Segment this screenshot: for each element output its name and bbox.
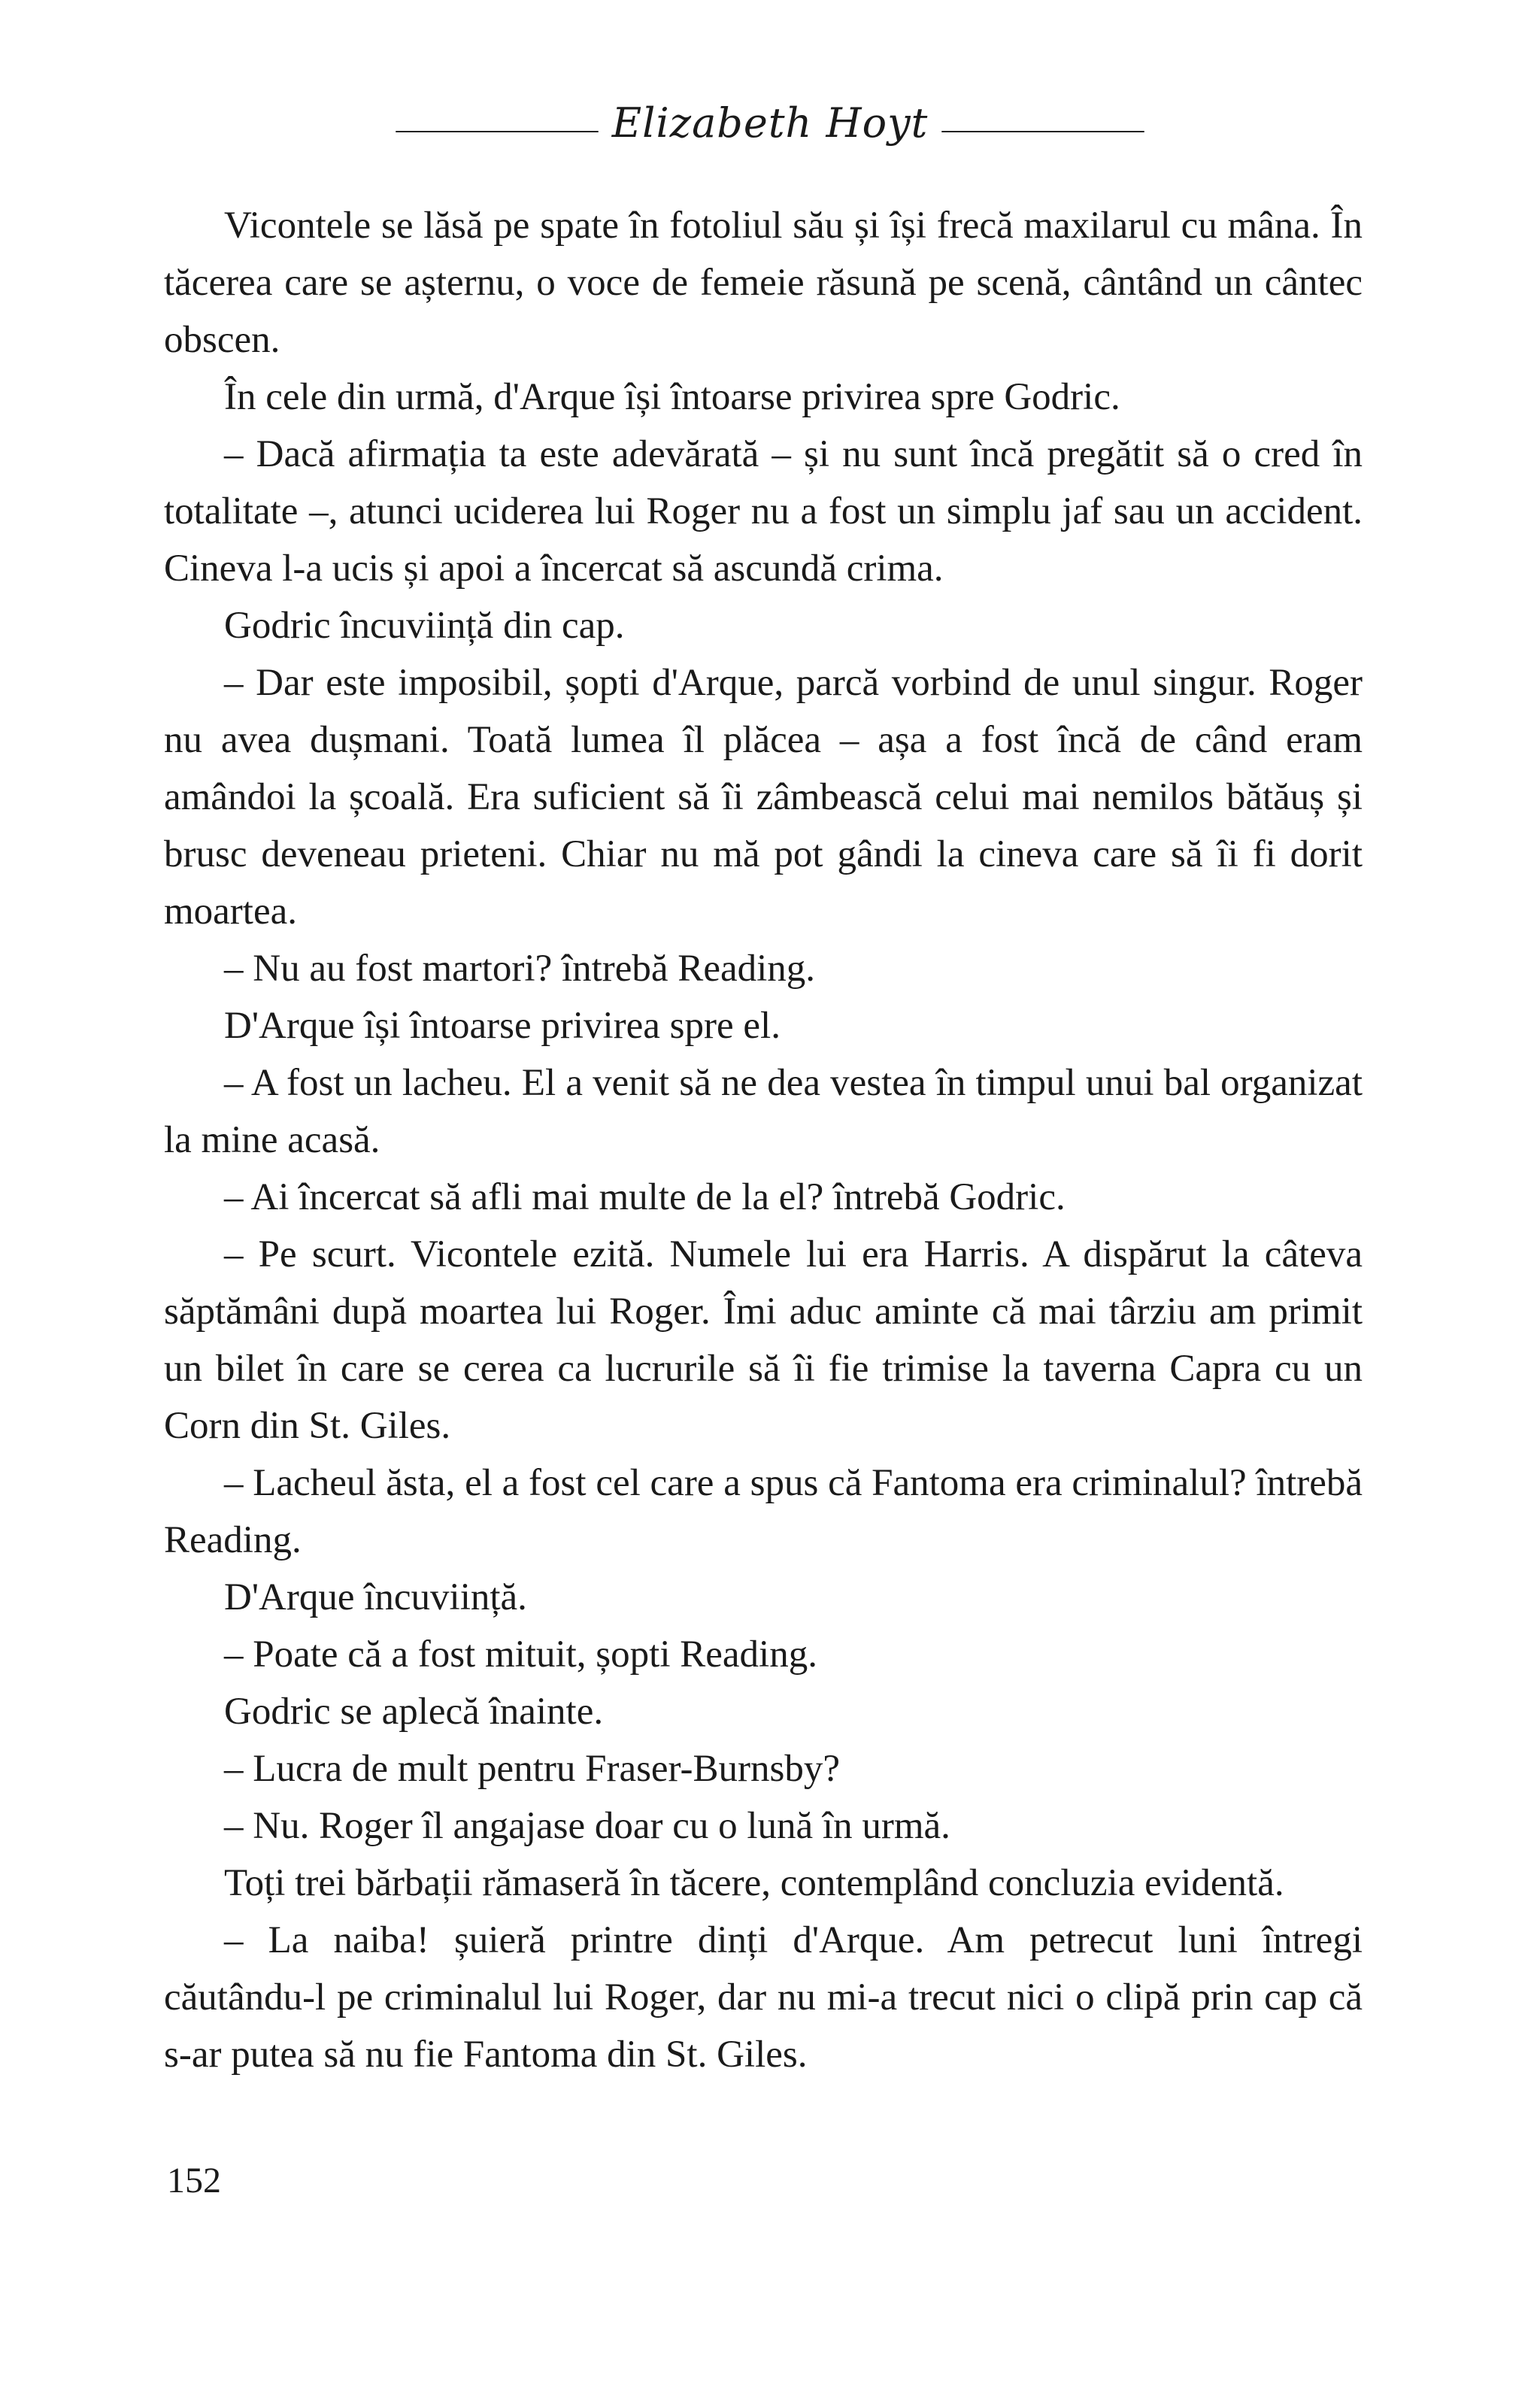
- paragraph: – A fost un lacheu. El a venit să ne dea vestea în timpul unui bal organizat la mine acasă.: [164, 1062, 1363, 1161]
- paragraph: Godric încuviință din cap.: [224, 605, 625, 647]
- paragraph: – Lacheul ăsta, el a fost cel care a spus că Fantoma era criminalul? întrebă Reading.: [164, 1462, 1363, 1561]
- paragraph: – Dacă afirmația ta este adevărată – și nu sunt încă pregătit să o cred în totalitate –, atunci uciderea lui Roger nu a fost un simplu jaf sau un accident. Cineva l-a ucis și apoi a încercat să ascundă crima.: [164, 433, 1363, 590]
- paragraph: – Pe scurt. Vicontele ezită. Numele lui era Harris. A dispărut la câteva săptămâni după moartea lui Roger. Îmi aduc aminte că mai târziu am primit un bilet în care se cerea ca lucrurile să îi fie trimise la taverna Capra cu un Corn din St. Giles.: [164, 1233, 1363, 1447]
- running-header: [0, 89, 1540, 156]
- paragraph: – Poate că a fost mituit, șopti Reading.: [224, 1633, 817, 1676]
- header-rule-right: [941, 131, 1144, 132]
- paragraph: Toți trei bărbații rămaseră în tăcere, contemplând concluzia evidentă.: [224, 1862, 1284, 1904]
- page-number: 152: [167, 2161, 221, 2201]
- body-text: [164, 197, 1363, 2083]
- paragraph: În cele din urmă, d'Arque își întoarse privirea spre Godric.: [224, 376, 1120, 418]
- paragraph: – Dar este imposibil, șopti d'Arque, parcă vorbind de unul singur. Roger nu avea dușmani. Toată lumea îl plăcea – așa a fost încă de când eram amândoi la școală. Era suficient să îi zâmbească celui mai nemilos bătăuș și brusc deveneau prieteni. Chiar nu mă pot gândi la cineva care să îi fi dorit moartea.: [164, 662, 1363, 933]
- paragraph: – Nu au fost martori? întrebă Reading.: [224, 948, 816, 990]
- header-rule-left: [396, 131, 599, 132]
- paragraph: – Nu. Roger îl angajase doar cu o lună în urmă.: [224, 1805, 950, 1847]
- paragraph: Vicontele se lăsă pe spate în fotoliul său și își frecă maxilarul cu mâna. În tăcerea care se așternu, o voce de femeie răsună pe scenă, cântând un cântec obscen.: [164, 205, 1363, 361]
- paragraph: – La naiba! șuieră printre dinți d'Arque. Am petrecut luni întregi căutându-l pe criminalul lui Roger, dar nu mi-a trecut nici o clipă prin cap că s-ar putea să nu fie Fantoma din St. Giles.: [164, 1919, 1363, 2076]
- paragraph: – Lucra de mult pentru Fraser-Burnsby?: [224, 1748, 840, 1790]
- paragraph: D'Arque își întoarse privirea spre el.: [224, 1005, 781, 1047]
- paragraph: Godric se aplecă înainte.: [224, 1691, 604, 1733]
- header-author-name: Elizabeth Hoyt: [611, 99, 929, 147]
- paragraph: – Ai încercat să afli mai multe de la el? întrebă Godric.: [224, 1176, 1066, 1218]
- paragraph: D'Arque încuviință.: [224, 1576, 527, 1618]
